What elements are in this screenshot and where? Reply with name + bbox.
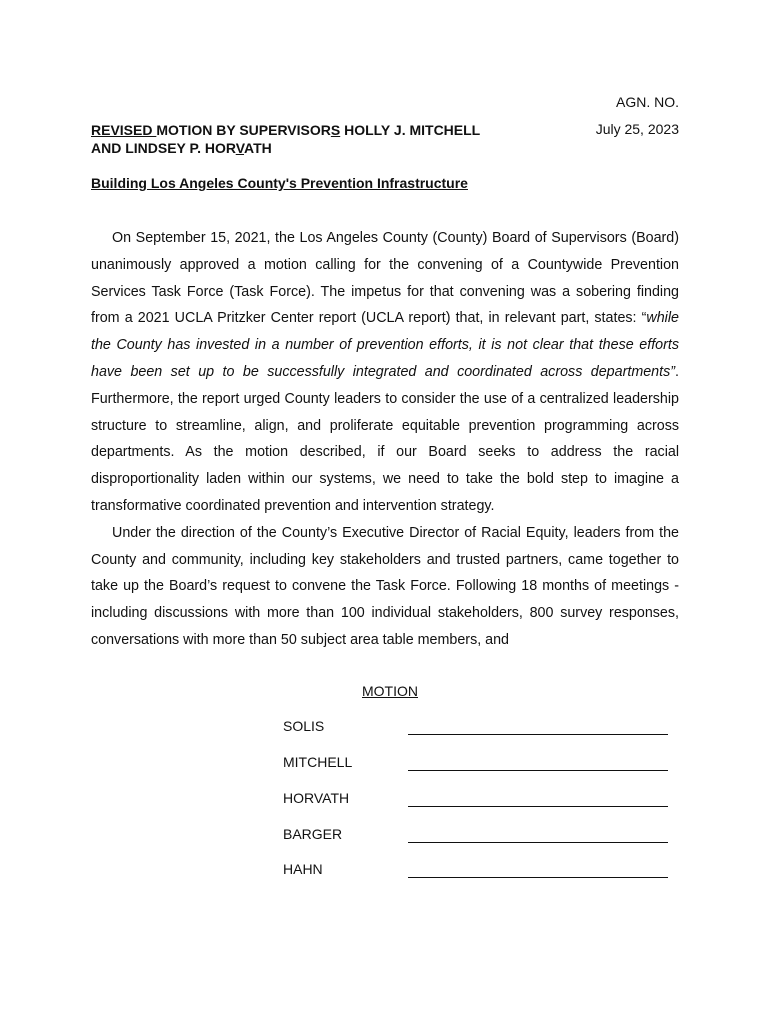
agenda-number-label: AGN. NO.: [615, 94, 679, 110]
motion-heading-line-2: [91, 139, 561, 157]
heading-revision-mark: V: [235, 140, 245, 156]
revised-label: REVISED: [91, 122, 157, 138]
vote-row: [283, 861, 683, 881]
vote-row: [283, 718, 683, 738]
motion-body: [91, 225, 679, 654]
heading-text: MOTION BY SUPERVISOR: [156, 122, 331, 138]
paragraph: [91, 225, 679, 520]
vote-signature-line: [408, 842, 668, 843]
heading-text: AND LINDSEY P. HOR: [91, 140, 236, 156]
supervisor-name: BARGER: [283, 826, 343, 842]
quoted-text: while the County has invested in a number of prevention efforts, it is not clear that these efforts have been set up to be successfully integrated and coordinated across departments”: [91, 310, 679, 380]
supervisor-name: MITCHELL: [283, 754, 353, 770]
document-title: Building Los Angeles County's Prevention Infrastructure: [91, 175, 468, 191]
paragraph: Under the direction of the County’s Executive Director of Racial Equity, leaders from the County and community, including key stakeholders and trusted partners, came together to take up the Board’s request to convene the Task Force. Following 18 months of meetings - including discussions with more than 100 individual stakeholders, 800 survey responses, conversations with more than 50 subject area table members, and: [91, 524, 679, 648]
vote-row: [283, 826, 683, 846]
vote-signature-line: [408, 734, 668, 735]
paragraph-text: On September 15, 2021, the Los Angeles County (County) Board of Supervisors (Board) unanimously approved a motion calling for the convening of a Countywide Prevention Services Task Force (Task Force). The impetus for that convening was a sobering finding from a 2021 UCLA Pritzker Center report (UCLA report) that, in relevant part, states: “: [91, 230, 679, 327]
supervisor-name: SOLIS: [283, 718, 325, 734]
vote-signature-line: [408, 806, 668, 807]
heading-text: HOLLY J. MITCHELL: [340, 122, 481, 138]
motion-heading: [91, 121, 561, 157]
heading-revision-mark: S: [330, 122, 341, 138]
vote-signature-line: [408, 770, 668, 771]
motion-heading-line-1: [91, 121, 561, 139]
vote-signature-line: [408, 877, 668, 878]
vote-row: [283, 790, 683, 810]
motion-label: MOTION: [362, 683, 418, 699]
heading-text: ATH: [244, 140, 272, 156]
paragraph-text: . Furthermore, the report urged County leaders to consider the use of a centralized leadership structure to streamline, align, and proliferate equitable prevention programming across departments. As the motion described, if our Board seeks to address the racial disproportionality laden within our systems, we need to take the bold step to imagine a transformative coordinated prevention and intervention strategy.: [91, 363, 679, 514]
vote-row: [283, 754, 683, 774]
supervisor-name: HORVATH: [283, 790, 350, 806]
supervisor-name: HAHN: [283, 861, 323, 877]
motion-date: July 25, 2023: [595, 121, 679, 137]
